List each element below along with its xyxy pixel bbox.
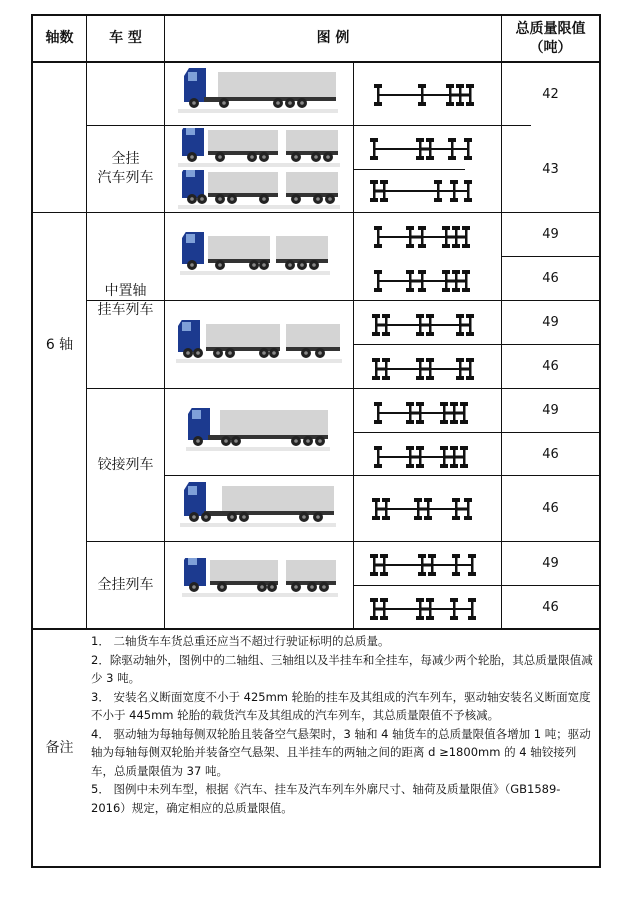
axle-diagram: [370, 222, 475, 252]
vehicle-type-full-trailer: 全挂列车: [97, 576, 154, 593]
header-vehicle-type: 车 型: [109, 30, 142, 46]
truck-image: [178, 128, 340, 168]
header-limit-line2: （吨）: [529, 39, 572, 56]
truck-image: [180, 482, 336, 528]
axle-diagram: [370, 494, 475, 524]
axle-diagram: [370, 398, 475, 428]
truck-image: [176, 320, 342, 364]
note-item: 2．除驱动轴外，图例中的二轴组、三轴组以及半挂车和全挂车，每减少两个轮胎，其总质量限值减少 3 吨。: [91, 652, 593, 685]
header-limit: [502, 16, 599, 61]
limit-value: 49: [542, 556, 559, 571]
limit-value: 46: [542, 446, 559, 462]
axle-diagram: [370, 266, 475, 296]
limit-value: 43: [542, 161, 559, 177]
limit-value: 46: [542, 501, 559, 516]
axle-diagram: [368, 176, 473, 206]
note-item: 1． 二轴货车车货总重还应当不超过行驶证标明的总质量。: [91, 634, 390, 648]
axle-diagram: [370, 80, 475, 110]
axle-diagram: [368, 594, 478, 624]
limit-value: 42: [542, 86, 559, 102]
truck-image: [186, 408, 330, 452]
truck-image: [180, 232, 330, 276]
note-item: 4． 驱动轴为每轴每侧双轮胎且装备空气悬架时，3 轴和 4 轴货车的总质量限值各增加 1 吨；驱动轴为每轴每侧双轮胎并装备空气悬架、且半挂车的两轴之间的距离 d ≥1800mm 的 4 轴铰接列车，总质量限值为 37 吨。: [91, 726, 591, 778]
axle-group-label: 6 轴: [45, 337, 74, 353]
axle-diagram: [370, 310, 475, 340]
axle-diagram: [368, 134, 473, 164]
limit-value: 49: [542, 227, 559, 242]
note-item: 5． 图例中未列车型，根据《汽车、挂车及汽车列车外廓尺寸、轴荷及质量限值》（GB1589-2016）规定，确定相应的总质量限值。: [91, 782, 561, 815]
header-axles: 轴数: [45, 30, 74, 46]
truck-image: [178, 68, 338, 114]
remarks-notes: [91, 632, 595, 817]
limit-value: 49: [542, 403, 559, 418]
header-diagram: 图 例: [316, 30, 350, 46]
axle-diagram: [368, 550, 478, 580]
remarks-label: 备注: [45, 739, 74, 756]
vehicle-type-full-trailer-combo: 全挂 汽车列车: [97, 151, 154, 186]
axle-diagram: [370, 442, 475, 472]
limit-value: 46: [542, 599, 559, 615]
axle-diagram: [370, 354, 475, 384]
header-limit-line1: 总质量限值: [515, 20, 586, 37]
vehicle-type-center-axle: 中置轴 挂车列车: [97, 282, 154, 318]
truck-image: [178, 170, 340, 210]
vehicle-type-articulated: 铰接列车: [97, 456, 154, 473]
note-item: 3． 安装名义断面宽度不小于 425mm 轮胎的挂车及其组成的汽车列车，驱动轴安装名义断面宽度不小于 445mm 轮胎的载货汽车及其组成的汽车列车，其总质量限值不予核减。: [91, 689, 591, 722]
limit-value: 49: [542, 315, 559, 330]
limit-value: 46: [542, 359, 559, 374]
limit-value: 46: [542, 271, 559, 286]
truck-image: [182, 558, 338, 598]
